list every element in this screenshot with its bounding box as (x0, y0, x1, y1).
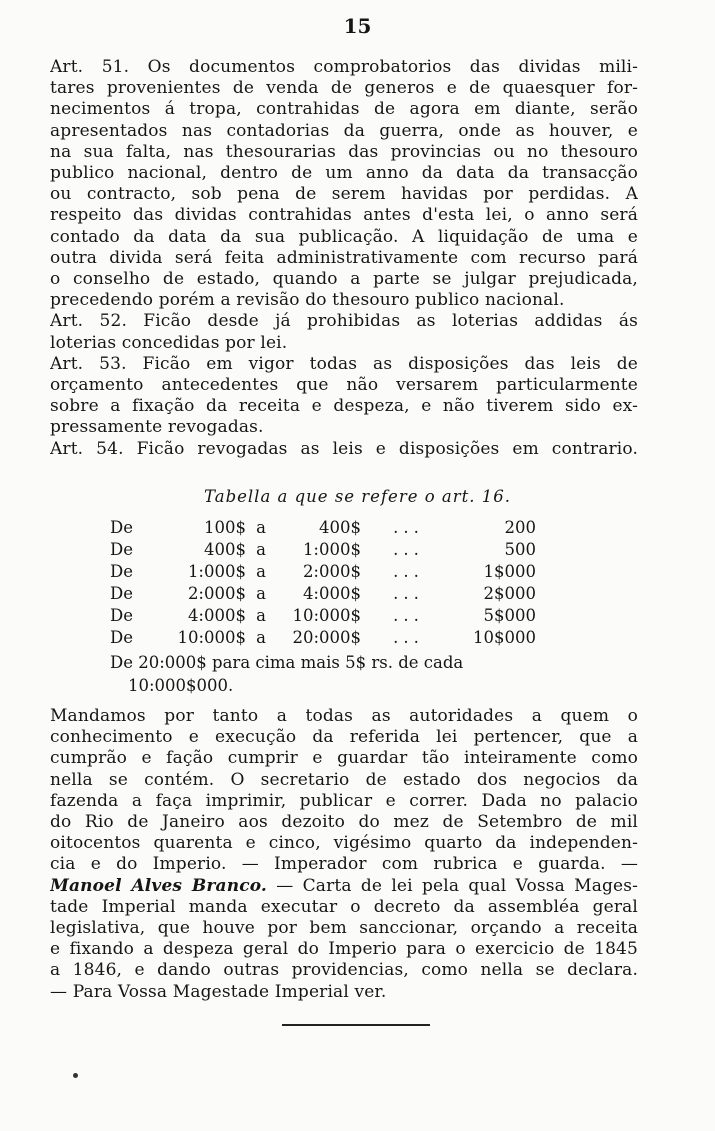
text-line: na sua falta, nas thesourarias das provincias ou no thesouro (50, 141, 638, 162)
signatory-name: Manoel Alves Branco. (50, 875, 267, 896)
signature-line (50, 876, 638, 897)
articles-text (50, 57, 638, 460)
text-line: apresentados nas contadorias da guerra, onde as houver, e (50, 120, 638, 141)
table-row (110, 582, 536, 604)
text-line: ou contracto, sob pena de serem havidas por perdidas. A (50, 184, 638, 205)
table-cell-a: a (256, 627, 266, 647)
table-cell-tax: 10$000 (473, 627, 536, 647)
table-cell-de: De (110, 583, 133, 603)
text-line: sobre a fixação da receita e despeza, e não tiverem sido ex- (50, 396, 638, 417)
text-line: conhecimento e execução da referida lei pertencer, que a (50, 727, 638, 748)
text-line: cia e do Imperio. — Imperador com rubrica e guarda. — (50, 854, 638, 875)
table-cell-from: 1:000$ (187, 561, 246, 581)
table-cell-to: 1:000$ (302, 539, 361, 559)
table-cell-tax: 200 (504, 517, 536, 537)
table-cell-a: a (256, 539, 266, 559)
table-caption: Tabella a que se refere o art. 16. (204, 487, 511, 506)
table-row (110, 516, 536, 538)
text-line: — Para Vossa Magestade Imperial ver. (50, 981, 387, 1002)
table-cell-a: a (256, 517, 266, 537)
text-line: do Rio de Janeiro aos dezoito do mez de Setembro de mil (50, 812, 638, 833)
table-cell-tax: 2$000 (483, 583, 536, 603)
text-line: loterias concedidas por lei. (50, 332, 288, 353)
table-cell-a: a (256, 561, 266, 581)
text-line: cumprão e fação cumprir e guardar tão inteiramente como (50, 748, 638, 769)
text-line: e fixando a despeza geral do Imperio para o exercicio de 1845 (50, 939, 638, 960)
table-cell-dots: ... (393, 605, 424, 625)
table-cell-from: 10:000$ (177, 627, 246, 647)
table-last-line: De 20:000$ para cima mais 5$ rs. de cada (110, 653, 464, 672)
text-line: orçamento antecedentes que não versarem particularmente (50, 375, 638, 396)
table-cell-to: 2:000$ (302, 561, 361, 581)
table-cell-to: 4:000$ (302, 583, 361, 603)
text-line: contado da data da sua publicação. A liquidação de uma e (50, 226, 638, 247)
text-line: Mandamos por tanto a todas as autoridades a quem o (50, 706, 638, 726)
text-line: outra divida será feita administrativamente com recurso pará (50, 247, 638, 268)
table-cell-from: 4:000$ (187, 605, 246, 625)
table-cell-a: a (256, 605, 266, 625)
text-line: publico nacional, dentro de um anno da data da transacção (50, 163, 638, 184)
table-cell-from: 2:000$ (187, 583, 246, 603)
text-line: oitocentos quarenta e cinco, vigésimo quarto da independen- (50, 833, 638, 854)
signature-rest: — Carta de lei pela qual Vossa Mages- (266, 875, 638, 896)
text-line: o conselho de estado, quando a parte se julgar prejudicada, (50, 269, 638, 290)
text-line: Art. 53. Ficão em vigor todas as disposições das leis de (50, 353, 638, 374)
table-cell-to: 400$ (319, 517, 361, 537)
text-line: respeito das dividas contrahidas antes d'esta lei, o anno será (50, 205, 638, 226)
text-line: necimentos á tropa, contrahidas de agora em diante, serão (50, 99, 638, 120)
table-cell-de: De (110, 561, 133, 581)
table-row (110, 626, 536, 648)
table-cell-dots: ... (393, 583, 424, 603)
table-cell-from: 100$ (204, 517, 246, 537)
table-cell-de: De (110, 605, 133, 625)
text-line: Art. 54. Ficão revogadas as leis e disposições em contrario. (50, 438, 638, 459)
closing-text (50, 706, 638, 1003)
table-cell-de: De (110, 517, 133, 537)
table-cell-tax: 500 (504, 539, 536, 559)
text-line: fazenda a faça imprimir, publicar e correr. Dada no palacio (50, 790, 638, 811)
text-line: tares provenientes de venda de generos e de quaesquer for- (50, 78, 638, 99)
text-line: precedendo porém a revisão do thesouro publico nacional. (50, 290, 565, 311)
text-line: Art. 52. Ficão desde já prohibidas as loterias addidas ás (50, 311, 638, 332)
text-line: Art. 51. Os documentos comprobatorios das dividas mili- (50, 57, 638, 77)
table-cell-dots: ... (393, 517, 424, 537)
text-line: nella se contém. O secretario de estado dos negocios da (50, 769, 638, 790)
table-cell-dots: ... (393, 561, 424, 581)
table-row (110, 560, 536, 582)
table-continuation: 10:000$000. (128, 676, 234, 695)
closing-rule (282, 1024, 430, 1026)
text-line: legislativa, que houve por bem sanccionar, orçando a receita (50, 918, 638, 939)
table-cell-de: De (110, 627, 133, 647)
table-cell-tax: 5$000 (483, 605, 536, 625)
table-cell-a: a (256, 583, 266, 603)
table-cell-to: 20:000$ (292, 627, 361, 647)
table-row (110, 538, 536, 560)
text-line: a 1846, e dando outras providencias, como nella se declara. (50, 960, 638, 981)
table-cell-dots: ... (393, 539, 424, 559)
table-row (110, 604, 536, 626)
ink-dot (73, 1073, 78, 1078)
table-cell-dots: ... (393, 627, 424, 647)
text-line: tade Imperial manda executar o decreto da assembléa geral (50, 896, 638, 917)
table-cell-tax: 1$000 (483, 561, 536, 581)
table-cell-de: De (110, 539, 133, 559)
table-body (110, 516, 536, 648)
table-cell-to: 10:000$ (292, 605, 361, 625)
page-number: 15 (343, 14, 372, 38)
table-cell-from: 400$ (204, 539, 246, 559)
text-line: pressamente revogadas. (50, 417, 264, 438)
value-table (110, 516, 536, 648)
